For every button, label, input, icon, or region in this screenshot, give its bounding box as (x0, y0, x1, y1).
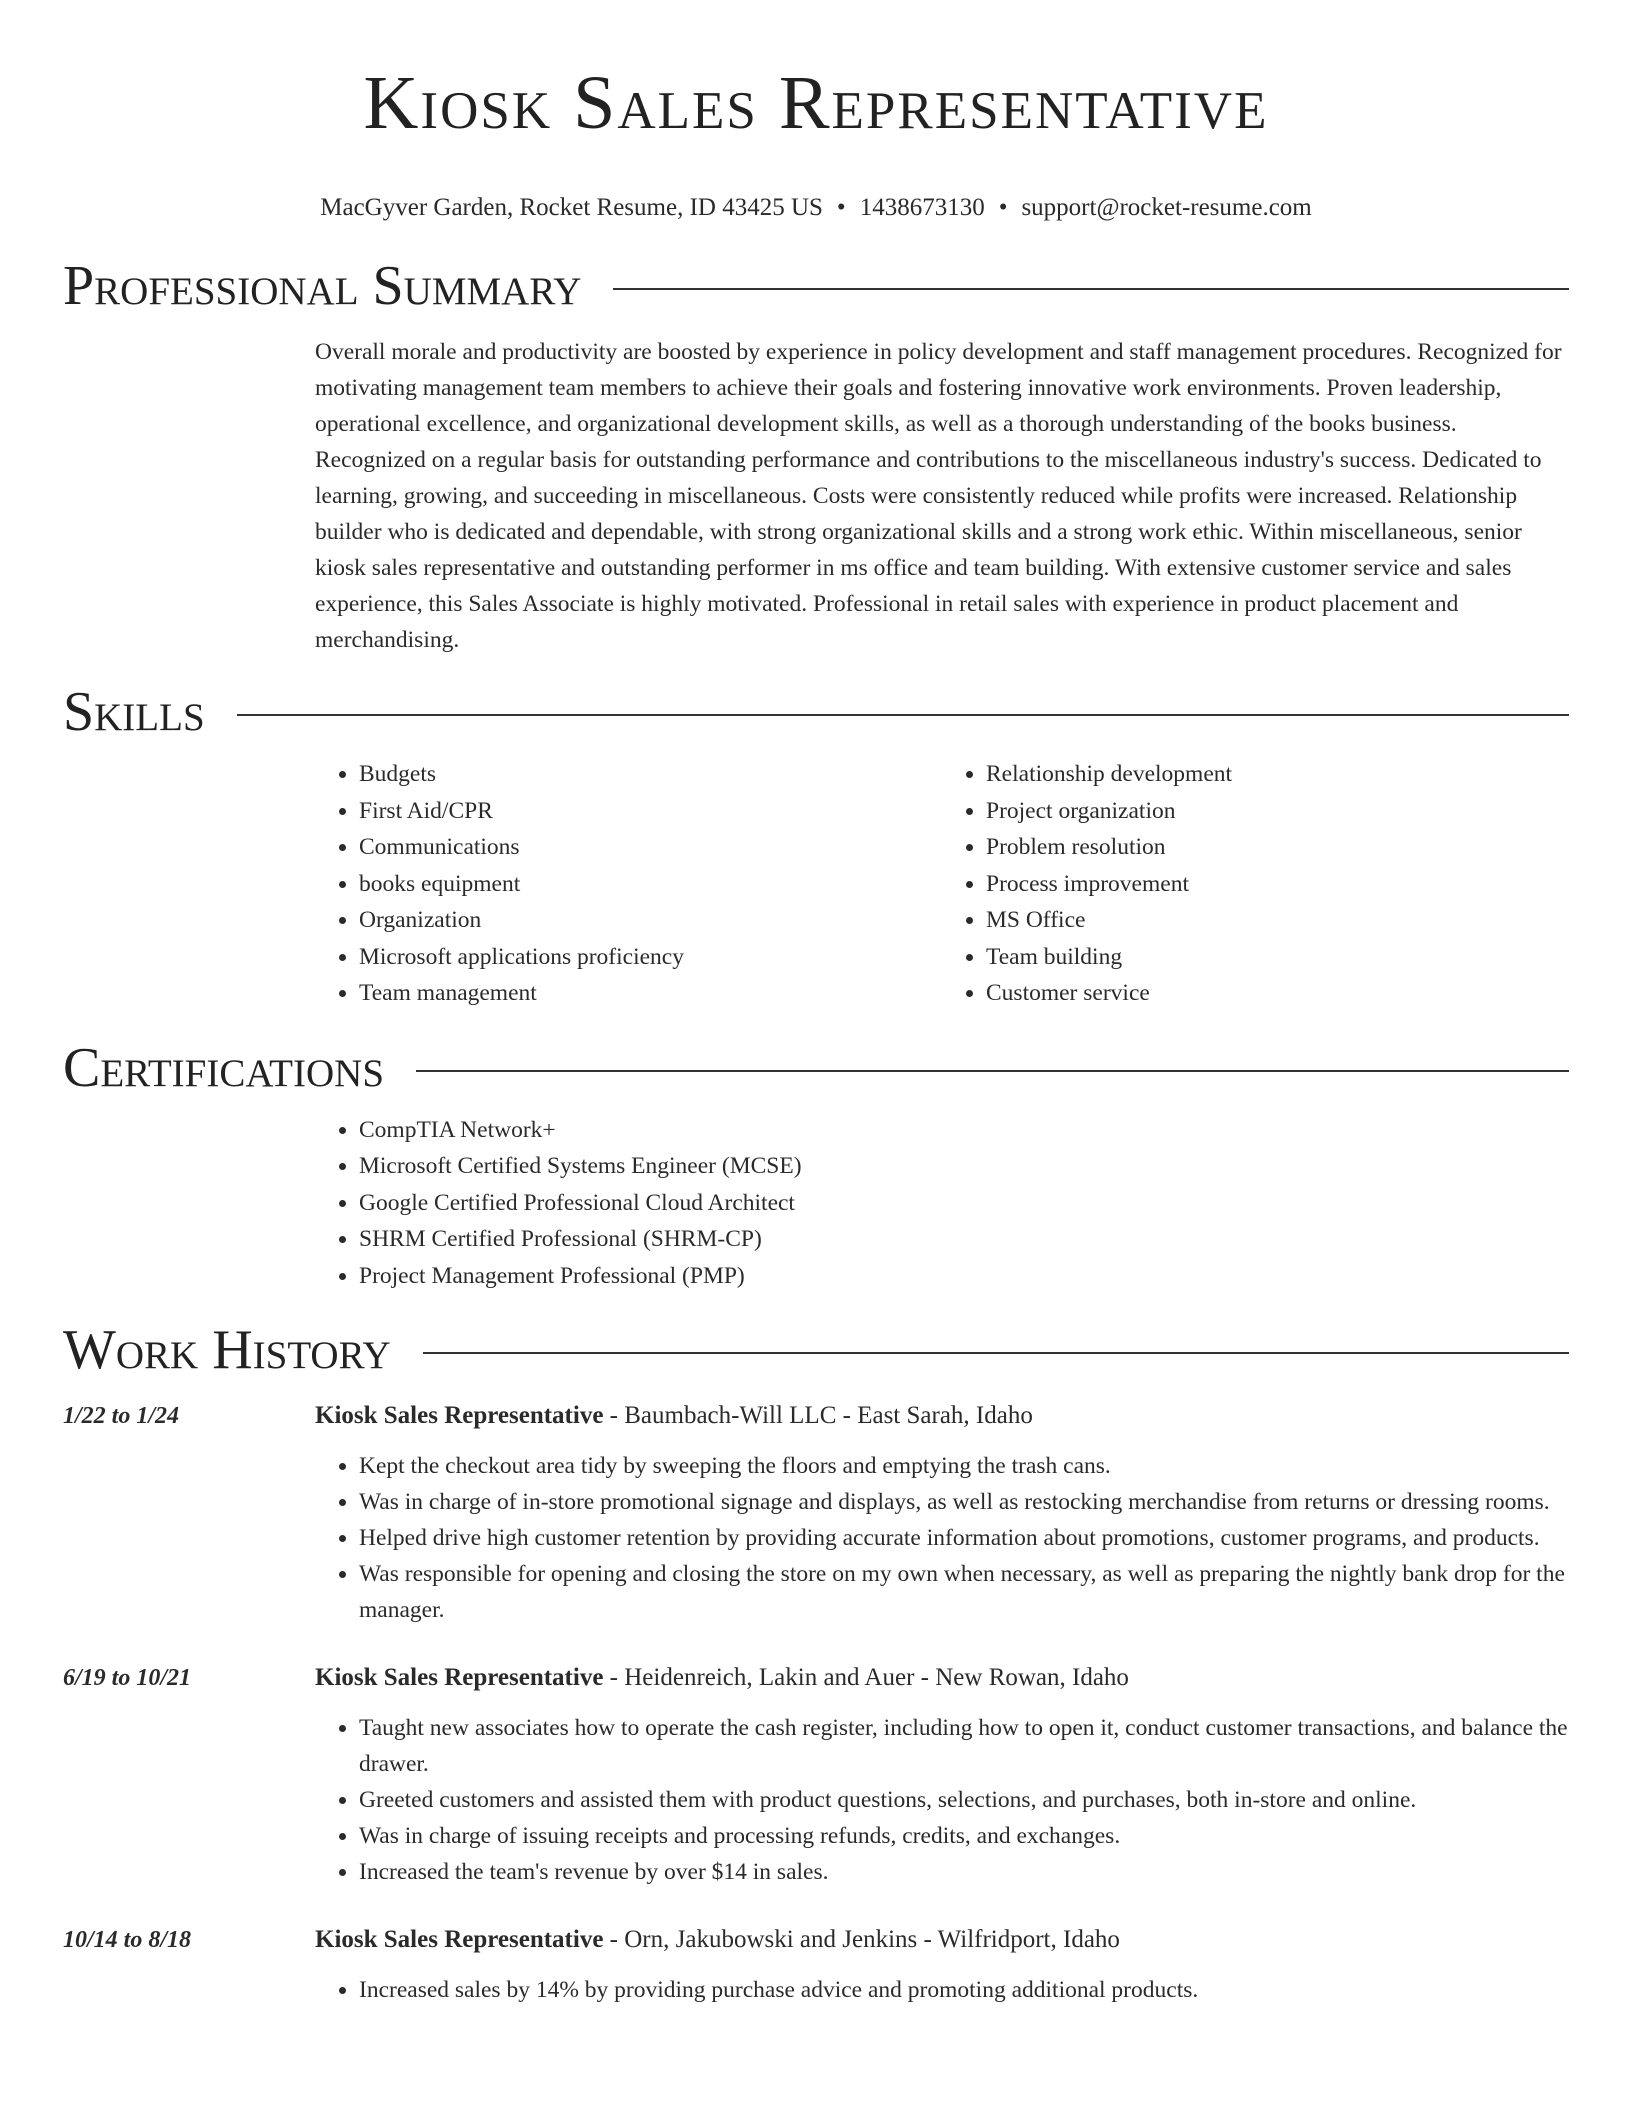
job-bullet: • Was in charge of issuing receipts and processing refunds, credits, and exchanges. (359, 1818, 1569, 1854)
job-dates: 6/19 to 10/21 (63, 1665, 192, 1691)
skill-item: • Team management (359, 975, 942, 1012)
job-bullets (315, 1710, 1569, 1890)
job-bullets (315, 1448, 1569, 1628)
skill-item: • First Aid/CPR (359, 793, 942, 830)
candidate-name: Kiosk Sales Representative (363, 61, 1269, 145)
job-bullet: • Taught new associates how to operate the cash register, including how to open it, conduct customer transactions, and balance the drawer. (359, 1710, 1569, 1782)
job-bullet: • Helped drive high customer retention by providing accurate information about promotions, customer programs, and products. (359, 1520, 1569, 1556)
skill-item: • Project organization (986, 793, 1569, 830)
skills-column-left (315, 756, 942, 1012)
job-entry (63, 1922, 1569, 2008)
certification-item: • Project Management Professional (PMP) (359, 1258, 1569, 1295)
skills-section-title: Skills (63, 681, 205, 743)
job-details (315, 1660, 1569, 1890)
job-employer: - Baumbach-Will LLC - East Sarah, Idaho (603, 1402, 1033, 1429)
contact-separator: • (836, 194, 846, 221)
section-divider (416, 1070, 1569, 1072)
skill-item: • Organization (359, 902, 942, 939)
job-details (315, 1922, 1569, 2008)
work-history-section-title: Work History (63, 1319, 391, 1381)
certification-item: • Google Certified Professional Cloud Architect (359, 1185, 1569, 1222)
skill-item: • Budgets (359, 756, 942, 793)
work-history-section-header (63, 1320, 1569, 1380)
job-entry (63, 1398, 1569, 1628)
job-dates: 10/14 to 8/18 (63, 1927, 192, 1953)
skill-item: • Process improvement (986, 866, 1569, 903)
job-bullet: • Was responsible for opening and closing the store on my own when necessary, as well as preparing the nightly bank drop for the manager. (359, 1556, 1569, 1628)
contact-separator: • (998, 194, 1008, 221)
skills-list (315, 756, 1569, 1012)
certifications-list (315, 1112, 1569, 1295)
job-dates: 1/22 to 1/24 (63, 1403, 180, 1429)
certification-item: • Microsoft Certified Systems Engineer (MCSE) (359, 1148, 1569, 1185)
certification-item: • CompTIA Network+ (359, 1112, 1569, 1149)
section-divider (423, 1352, 1569, 1354)
job-title: Kiosk Sales Representative (315, 1664, 604, 1691)
job-bullet: • Increased the team's revenue by over $14 in sales. (359, 1854, 1569, 1890)
job-title: Kiosk Sales Representative (315, 1402, 604, 1429)
contact-line (63, 192, 1569, 224)
job-title: Kiosk Sales Representative (315, 1926, 604, 1953)
certifications-section-header (63, 1038, 1569, 1098)
contact-email: support@rocket-resume.com (1021, 194, 1312, 221)
summary-section-body (315, 334, 1569, 658)
job-details (315, 1398, 1569, 1628)
job-employer: - Orn, Jakubowski and Jenkins - Wilfridport, Idaho (603, 1926, 1120, 1953)
job-bullet: • Was in charge of in-store promotional signage and displays, as well as restocking merchandise from returns or dressing rooms. (359, 1484, 1569, 1520)
skill-item: • Communications (359, 829, 942, 866)
job-entry (63, 1660, 1569, 1890)
skills-section-header (63, 682, 1569, 742)
summary-text: Overall morale and productivity are boosted by experience in policy development and staff management procedures. Recognized for motivating management team members to achieve their goals and fostering innovative work environments. Proven leadership, operational excellence, and organizational development skills, as well as a thorough understanding of the books business. Recognized on a regular basis for outstanding performance and contributions to the miscellaneous industry's success. Dedicated to learning, growing, and succeeding in miscellaneous. Costs were consistently reduced while profits were increased. Relationship builder who is dedicated and dependable, with strong organizational skills and a strong work ethic. Within miscellaneous, senior kiosk sales representative and outstanding performer in ms office and team building. With extensive customer service and sales experience, this Sales Associate is highly motivated. Professional in retail sales with experience in product placement and merchandising. (315, 339, 1562, 653)
job-header (315, 1660, 1569, 1696)
skills-column-right (942, 756, 1569, 1012)
job-bullet: • Greeted customers and assisted them with product questions, selections, and purchases, both in-store and online. (359, 1782, 1569, 1818)
skill-item: • Microsoft applications proficiency (359, 939, 942, 976)
skill-item: • Team building (986, 939, 1569, 976)
section-divider (613, 288, 1569, 290)
summary-section-header (63, 256, 1569, 316)
certifications-section-title: Certifications (63, 1036, 385, 1099)
job-bullets (315, 1972, 1569, 2008)
job-header (315, 1922, 1569, 1958)
summary-section-title: Professional Summary (63, 255, 582, 317)
contact-phone: 1438673130 (859, 194, 985, 221)
job-bullet: • Increased sales by 14% by providing purchase advice and promoting additional products. (359, 1972, 1569, 2008)
skill-item: • books equipment (359, 866, 942, 903)
job-header (315, 1398, 1569, 1434)
job-bullet: • Kept the checkout area tidy by sweeping the floors and emptying the trash cans. (359, 1448, 1569, 1484)
certification-item: • SHRM Certified Professional (SHRM-CP) (359, 1221, 1569, 1258)
skill-item: • Problem resolution (986, 829, 1569, 866)
skill-item: • MS Office (986, 902, 1569, 939)
contact-address: MacGyver Garden, Rocket Resume, ID 43425 US (320, 194, 823, 221)
section-divider (237, 714, 1569, 716)
skill-item: • Customer service (986, 975, 1569, 1012)
job-employer: - Heidenreich, Lakin and Auer - New Rowan, Idaho (603, 1664, 1129, 1691)
skill-item: • Relationship development (986, 756, 1569, 793)
